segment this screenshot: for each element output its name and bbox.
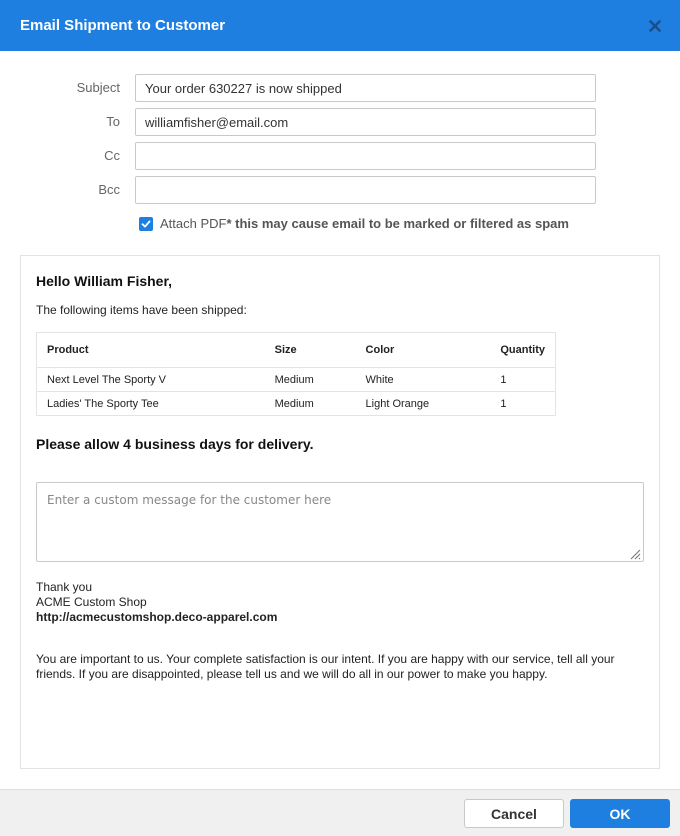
checkmark-icon <box>141 219 151 229</box>
cell-size: Medium <box>265 368 356 392</box>
bcc-label: Bcc <box>98 182 120 197</box>
shop-name: ACME Custom Shop <box>36 595 147 609</box>
cancel-button[interactable]: Cancel <box>464 799 564 828</box>
to-row <box>0 108 680 136</box>
column-header-product: Product <box>37 333 265 368</box>
table-row <box>37 368 556 392</box>
column-header-quantity: Quantity <box>490 333 555 368</box>
email-preview <box>20 255 660 769</box>
dialog-header <box>0 0 680 51</box>
cell-product: Next Level The Sporty V <box>37 368 265 392</box>
attach-pdf-label: Attach PDF <box>160 216 227 231</box>
subject-input[interactable] <box>135 74 596 102</box>
bcc-row <box>0 176 680 204</box>
dialog-footer <box>0 789 680 836</box>
delivery-note: Please allow 4 business days for delivery. <box>36 436 314 452</box>
close-icon <box>649 20 661 32</box>
subject-row <box>0 74 680 102</box>
close-button[interactable] <box>646 17 664 35</box>
cc-row <box>0 142 680 170</box>
cc-label: Cc <box>104 148 120 163</box>
ok-button[interactable]: OK <box>570 799 670 828</box>
attach-pdf-option <box>139 216 569 231</box>
shop-url: http://acmecustomshop.deco-apparel.com <box>36 610 278 624</box>
cell-quantity: 1 <box>500 397 507 410</box>
cell-size: Medium <box>274 397 314 410</box>
subject-label: Subject <box>76 80 120 95</box>
cell-color: White <box>356 368 491 392</box>
to-input[interactable] <box>135 108 596 136</box>
resize-grip-icon[interactable] <box>627 546 641 560</box>
cell-product: Ladies' The Sporty Tee <box>47 397 159 410</box>
cell-color: Light Orange <box>365 397 430 410</box>
column-header-color: Color <box>356 333 491 368</box>
shipped-items-table <box>36 332 556 416</box>
table-header-row <box>37 333 556 368</box>
table-row <box>37 392 556 416</box>
email-form <box>0 51 680 255</box>
custom-message-input[interactable] <box>36 482 644 562</box>
dialog-title: Email Shipment to Customer <box>20 17 226 34</box>
email-signoff <box>36 580 277 625</box>
thank-you-text: Thank you <box>36 580 93 594</box>
closing-message: You are important to us. Your complete satisfaction is our intent. If you are happy with our service, tell all your friends. If you are disappointed, please tell us and we will do all in our power to make you happy. <box>36 652 615 681</box>
attach-pdf-warning: * this may cause email to be marked or filtered as spam <box>226 216 569 231</box>
cc-input[interactable] <box>135 142 596 170</box>
bcc-input[interactable] <box>135 176 596 204</box>
attach-pdf-checkbox[interactable] <box>139 217 153 231</box>
email-intro: The following items have been shipped: <box>36 303 247 317</box>
email-greeting: Hello William Fisher, <box>36 273 173 289</box>
to-label: To <box>106 114 120 129</box>
cell-quantity: 1 <box>490 368 555 392</box>
column-header-size: Size <box>265 333 356 368</box>
